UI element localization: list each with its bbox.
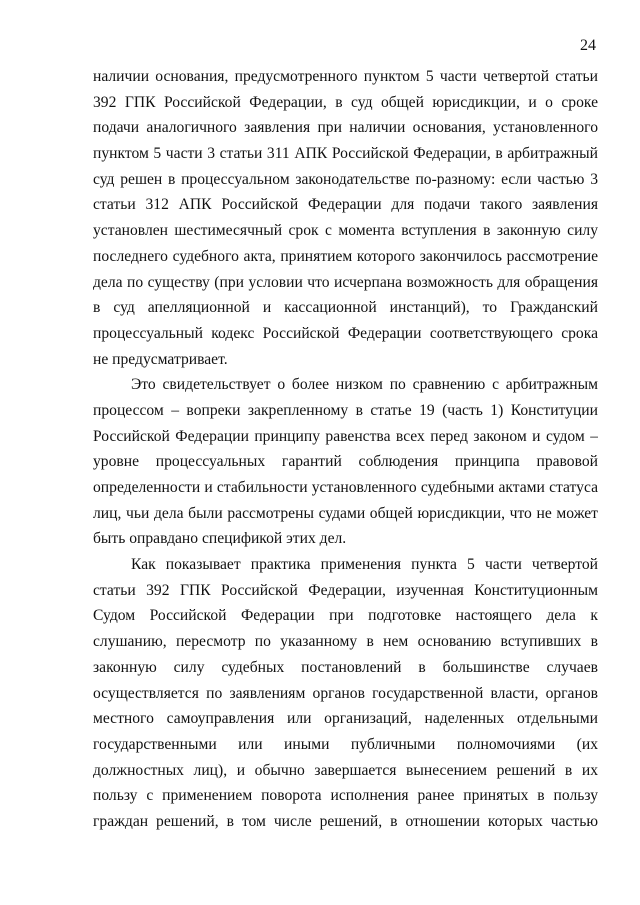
text-line: Судом Российской Федерации при подготовке настоящего дела к <box>93 607 598 625</box>
text-line: слушанию, пересмотр по указанному в нем основанию вступивших в <box>93 633 598 651</box>
text-line: суд решен в процессуальном законодательстве по-разному: если частью 3 <box>93 170 598 188</box>
text-line: в суд апелляционной и кассационной инстанций), то Гражданский <box>93 299 598 317</box>
text-line: дела по существу (при условии что исчерпана возможность для обращения <box>93 273 598 291</box>
text-line: не предусматривает. <box>93 350 228 368</box>
text-line: Это свидетельствует о более низком по сравнению с арбитражным <box>131 376 598 394</box>
text-line: осуществляется по заявлениям органов государственной власти, органов <box>93 684 598 702</box>
text-line: должностных лиц), и обычно завершается вынесением решений в их <box>93 761 598 779</box>
text-line: государственными или иными публичными полномочиями (их <box>93 735 598 753</box>
text-line: уровне процессуальных гарантий соблюдения принципа правовой <box>93 453 598 471</box>
text-line: Как показывает практика применения пункта 5 части четвертой <box>131 556 598 574</box>
text-line: статьи 312 АПК Российской Федерации для подачи такого заявления <box>93 196 598 214</box>
body-text <box>93 64 598 835</box>
text-line: граждан решений, в том числе решений, в отношении которых частью <box>93 812 598 830</box>
text-line: Российской Федерации принципу равенства всех перед законом и судом – <box>93 427 598 445</box>
text-line: установлен шестимесячный срок с момента вступления в законную силу <box>93 222 598 240</box>
text-line: определенности и стабильности установленного судебными актами статуса <box>93 479 598 496</box>
text-line: наличии основания, предусмотренного пунктом 5 части четвертой статьи <box>93 68 598 85</box>
text-line: последнего судебного акта, принятием которого закончилось рассмотрение <box>93 247 598 265</box>
text-line: лиц, чьи дела были рассмотрены судами общей юрисдикции, что не может <box>93 504 598 522</box>
text-line: процессом – вопреки закрепленному в статье 19 (часть 1) Конституции <box>93 401 598 419</box>
text-line: пунктом 5 части 3 статьи 311 АПК Российской Федерации, в арбитражный <box>93 145 598 163</box>
text-line: местного самоуправления или организаций, наделенных отдельными <box>93 710 598 728</box>
text-line: 392 ГПК Российской Федерации, в суд общей юрисдикции, и о сроке <box>93 93 598 111</box>
text-line: законную силу судебных постановлений в большинстве случаев <box>93 658 598 676</box>
page-number: 24 <box>580 37 596 54</box>
text-line: быть оправдано спецификой этих дел. <box>93 530 347 548</box>
text-line: пользу с применением поворота исполнения ранее принятых в пользу <box>93 787 598 805</box>
text-line: подачи аналогичного заявления при наличии основания, установленного <box>93 119 598 137</box>
text-line: процессуальный кодекс Российской Федерации соответствующего срока <box>93 324 598 342</box>
text-line: статьи 392 ГПК Российской Федерации, изученная Конституционным <box>93 581 598 599</box>
